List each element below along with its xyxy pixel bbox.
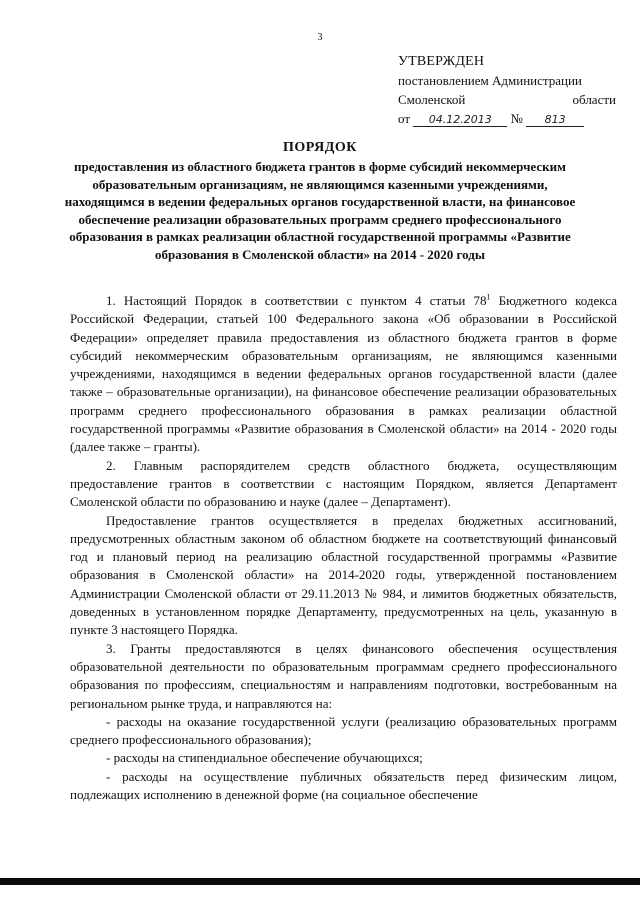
paragraph-4: 3. Гранты предоставляются в целях финансового обеспечения осуществления образовательной деятельности по образовательным программам среднего профессионального образования по профессиям, специальностям и направлениям подготовки, востребованным на региональном рынке труда, и направляются на:: [70, 640, 617, 711]
approval-number: 813: [526, 113, 584, 127]
page-number: 3: [317, 32, 323, 43]
paragraph-1-start: 1. Настоящий Порядок в соответствии с пунктом 4 статьи 78: [106, 293, 487, 308]
approval-number-label: №: [510, 111, 523, 126]
superscript: 1: [486, 292, 491, 302]
approval-title: УТВЕРЖДЕН: [398, 54, 485, 69]
approval-line-1: постановлением Администрации: [398, 73, 582, 88]
paragraph-1-rest: Бюджетного кодекса Российской Федерации, статьей 100 Федерального закона «Об образовании в Российской Федерации» определяет правила предоставления из областного бюджета грантов в форме субсидий некоммерческим образовательным организациям, не являющимся казенными учреждениями, находящимся в ведении федеральных органов государственной власти (далее также – образовательные организации), на финансовое обеспечение реализации образовательных программ среднего профессионального образования в рамках реализации областной государственной программы «Развитие образования в Смоленской области» на 2014 - 2020 годы (далее также – гранты).: [70, 293, 617, 455]
approval-line-2: [398, 90, 616, 109]
bullet-item-2: - расходы на стипендиальное обеспечение обучающихся;: [106, 750, 423, 766]
paragraph-2: 2. Главным распорядителем средств областного бюджета, осуществляющим предоставление грантов в соответствии с настоящим Порядком, является Департамент Смоленской области по образованию и науке (далее – Департамент).: [70, 457, 617, 510]
approval-region-suffix: области: [572, 92, 616, 107]
document-body: [70, 292, 617, 804]
paragraph-1: [70, 292, 617, 457]
approval-from-label: от: [398, 111, 411, 126]
bullet-item-1: - расходы на оказание государственной услуги (реализацию образовательных программ среднего профессионального образования);: [70, 713, 617, 748]
document-title: ПОРЯДОК: [283, 140, 357, 155]
approval-line-3: [398, 109, 616, 128]
bullet-item-3: - расходы на осуществление публичных обязательств перед физическим лицом, подлежащих исполнению в денежной форме (на социальное обеспечение: [70, 768, 617, 803]
paragraph-3: Предоставление грантов осуществляется в пределах бюджетных ассигнований, предусмотренных областным законом об областном бюджете на соответствующий финансовый год и плановый период на реализацию областной государственной программы «Развитие образования в Смоленской области» на 2014-2020 годы, утвержденной постановлением Администрации Смоленской области от 29.11.2013 № 984, и лимитов бюджетных обязательств, доведенных в установленном порядке Департаменту, предусмотренных на цель, указанную в пункте 3 настоящего Порядка.: [70, 512, 617, 638]
document-subtitle: предоставления из областного бюджета грантов в форме субсидий некоммерческим образовательным организациям, не являющимся казенными учреждениями, находящимся в ведении федеральных органов государственной власти, на финансовое обеспечение реализации образовательных программ среднего профессионального образования в рамках реализации областной государственной программы «Развитие образования в Смоленской области» на 2014 - 2020 годы: [64, 159, 576, 262]
approval-block: [398, 52, 616, 128]
approval-date: 04.12.2013: [413, 113, 507, 127]
scan-edge-bar: [0, 878, 640, 885]
approval-region: Смоленской: [398, 92, 466, 107]
